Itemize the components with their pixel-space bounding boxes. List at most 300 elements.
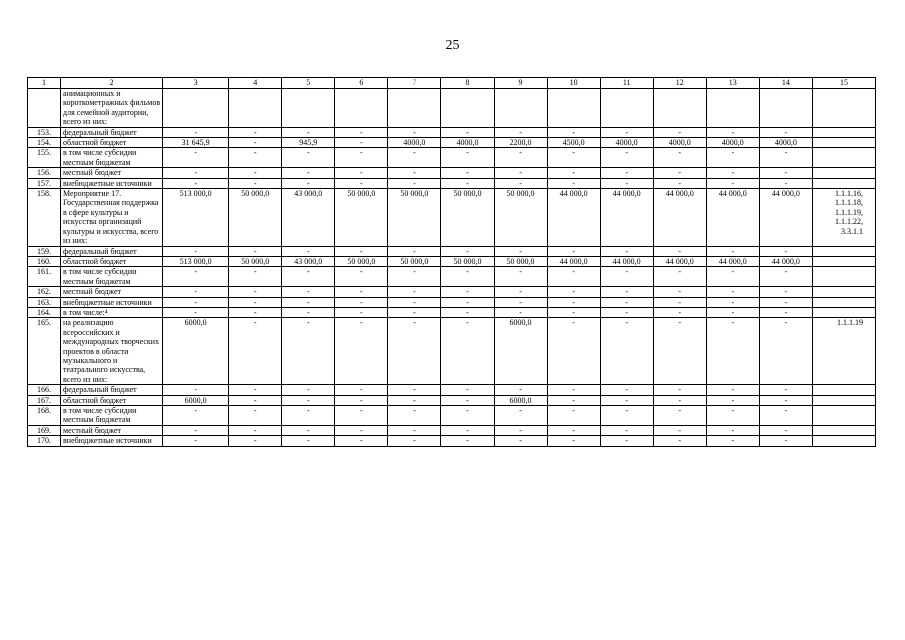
value-cell: -: [335, 318, 388, 385]
value-cell: -: [335, 267, 388, 287]
value-cell: -: [163, 307, 229, 317]
value-cell: 44 000,0: [759, 256, 812, 266]
value-cell: -: [335, 425, 388, 435]
value-cell: -: [163, 297, 229, 307]
table-row: [28, 385, 876, 395]
row-label: внебюджетные источники: [61, 436, 163, 446]
reference-cell: [812, 256, 875, 266]
value-cell: 44 000,0: [600, 256, 653, 266]
value-cell: -: [335, 395, 388, 405]
value-cell: -: [335, 148, 388, 168]
value-cell: -: [335, 297, 388, 307]
value-cell: -: [759, 297, 812, 307]
value-cell: -: [335, 246, 388, 256]
row-number: 153.: [28, 127, 61, 137]
value-cell: -: [388, 318, 441, 385]
value-cell: -: [441, 267, 494, 287]
value-cell: -: [759, 395, 812, 405]
row-number: [28, 89, 61, 128]
row-number: 160.: [28, 256, 61, 266]
row-label: Мероприятие 17. Государственная поддержка в сфере культуры и искусства организаций культуры и искусства, всего из них:: [61, 189, 163, 246]
value-cell: -: [163, 246, 229, 256]
reference-cell: [812, 307, 875, 317]
row-number: 158.: [28, 189, 61, 246]
value-cell: -: [653, 307, 706, 317]
value-cell: [653, 89, 706, 128]
reference-cell: [812, 406, 875, 426]
budget-table: [27, 77, 876, 447]
value-cell: -: [335, 178, 388, 188]
value-cell: -: [163, 267, 229, 287]
column-header: 15: [812, 78, 875, 89]
value-cell: -: [547, 436, 600, 446]
value-cell: -: [282, 168, 335, 178]
reference-cell: [812, 385, 875, 395]
row-number: 163.: [28, 297, 61, 307]
value-cell: -: [547, 385, 600, 395]
value-cell: 50 000,0: [494, 189, 547, 246]
value-cell: -: [282, 318, 335, 385]
value-cell: -: [759, 307, 812, 317]
value-cell: -: [706, 318, 759, 385]
value-cell: -: [282, 267, 335, 287]
value-cell: -: [653, 168, 706, 178]
value-cell: 4000,0: [600, 138, 653, 148]
value-cell: -: [706, 395, 759, 405]
value-cell: -: [163, 287, 229, 297]
value-cell: -: [600, 168, 653, 178]
row-number: 170.: [28, 436, 61, 446]
value-cell: -: [759, 406, 812, 426]
value-cell: -: [494, 287, 547, 297]
table-row: [28, 189, 876, 246]
value-cell: [547, 89, 600, 128]
value-cell: [229, 89, 282, 128]
column-header: 1: [28, 78, 61, 89]
value-cell: -: [282, 406, 335, 426]
value-cell: -: [441, 395, 494, 405]
value-cell: -: [163, 178, 229, 188]
value-cell: -: [494, 246, 547, 256]
value-cell: -: [335, 138, 388, 148]
reference-cell: [812, 138, 875, 148]
value-cell: -: [547, 425, 600, 435]
value-cell: 43 000,0: [282, 256, 335, 266]
value-cell: 4000,0: [653, 138, 706, 148]
table-row: [28, 168, 876, 178]
row-number: 157.: [28, 178, 61, 188]
value-cell: -: [600, 385, 653, 395]
value-cell: -: [653, 425, 706, 435]
value-cell: [388, 89, 441, 128]
value-cell: -: [653, 406, 706, 426]
table-row: [28, 307, 876, 317]
column-header: 3: [163, 78, 229, 89]
value-cell: -: [388, 425, 441, 435]
value-cell: 50 000,0: [441, 256, 494, 266]
value-cell: [282, 89, 335, 128]
value-cell: 44 000,0: [653, 256, 706, 266]
row-label: местный бюджет: [61, 168, 163, 178]
value-cell: -: [759, 318, 812, 385]
value-cell: -: [547, 287, 600, 297]
value-cell: 2200,0: [494, 138, 547, 148]
column-header: 2: [61, 78, 163, 89]
value-cell: 44 000,0: [547, 189, 600, 246]
value-cell: -: [759, 287, 812, 297]
value-cell: -: [229, 127, 282, 137]
value-cell: 44 000,0: [706, 189, 759, 246]
value-cell: 4000,0: [441, 138, 494, 148]
value-cell: -: [494, 406, 547, 426]
value-cell: -: [547, 307, 600, 317]
value-cell: 44 000,0: [706, 256, 759, 266]
reference-cell: [812, 127, 875, 137]
value-cell: -: [441, 148, 494, 168]
row-label: местный бюджет: [61, 425, 163, 435]
value-cell: -: [335, 168, 388, 178]
value-cell: -: [229, 436, 282, 446]
reference-cell: [812, 267, 875, 287]
value-cell: 44 000,0: [547, 256, 600, 266]
value-cell: -: [494, 385, 547, 395]
row-number: 164.: [28, 307, 61, 317]
row-number: 156.: [28, 168, 61, 178]
table-row: [28, 256, 876, 266]
value-cell: -: [441, 318, 494, 385]
value-cell: -: [335, 436, 388, 446]
reference-cell: 1.1.1.16, 1.1.1.18, 1.1.1.19, 1.1.1.22, 3.3.1.1: [812, 189, 875, 246]
value-cell: -: [706, 127, 759, 137]
value-cell: [494, 89, 547, 128]
value-cell: [759, 89, 812, 128]
value-cell: 4000,0: [706, 138, 759, 148]
value-cell: -: [759, 127, 812, 137]
value-cell: 4000,0: [759, 138, 812, 148]
row-label: на реализацию всероссийских и международных творческих проектов в области музыкального и театрального искусства, всего из них:: [61, 318, 163, 385]
value-cell: -: [653, 395, 706, 405]
value-cell: -: [759, 436, 812, 446]
value-cell: -: [547, 267, 600, 287]
value-cell: -: [494, 425, 547, 435]
value-cell: -: [388, 307, 441, 317]
reference-cell: [812, 168, 875, 178]
column-header: 8: [441, 78, 494, 89]
value-cell: -: [706, 385, 759, 395]
value-cell: -: [229, 406, 282, 426]
row-label: в том числе субсидии местным бюджетам: [61, 267, 163, 287]
row-label: внебюджетные источники: [61, 297, 163, 307]
value-cell: -: [163, 406, 229, 426]
value-cell: -: [706, 406, 759, 426]
value-cell: 44 000,0: [653, 189, 706, 246]
value-cell: 31 645,9: [163, 138, 229, 148]
value-cell: -: [388, 406, 441, 426]
value-cell: -: [706, 148, 759, 168]
row-label: федеральный бюджет: [61, 246, 163, 256]
value-cell: -: [441, 425, 494, 435]
value-cell: -: [759, 385, 812, 395]
value-cell: -: [547, 318, 600, 385]
value-cell: -: [282, 178, 335, 188]
value-cell: -: [600, 406, 653, 426]
table-row: [28, 297, 876, 307]
table-row: [28, 246, 876, 256]
reference-cell: [812, 425, 875, 435]
reference-cell: [812, 395, 875, 405]
row-number: 159.: [28, 246, 61, 256]
value-cell: 50 000,0: [441, 189, 494, 246]
value-cell: 50 000,0: [494, 256, 547, 266]
column-header: 11: [600, 78, 653, 89]
reference-cell: [812, 246, 875, 256]
value-cell: -: [441, 406, 494, 426]
value-cell: -: [163, 148, 229, 168]
table-header-row: [28, 78, 876, 89]
value-cell: -: [388, 148, 441, 168]
row-number: 167.: [28, 395, 61, 405]
value-cell: -: [229, 148, 282, 168]
value-cell: -: [706, 267, 759, 287]
value-cell: -: [653, 148, 706, 168]
row-label: областной бюджет: [61, 395, 163, 405]
value-cell: -: [653, 385, 706, 395]
reference-cell: [812, 436, 875, 446]
value-cell: -: [441, 385, 494, 395]
value-cell: -: [653, 246, 706, 256]
value-cell: -: [653, 267, 706, 287]
value-cell: 44 000,0: [759, 189, 812, 246]
value-cell: -: [706, 425, 759, 435]
value-cell: 50 000,0: [388, 189, 441, 246]
value-cell: -: [441, 287, 494, 297]
value-cell: 50 000,0: [335, 256, 388, 266]
reference-cell: [812, 178, 875, 188]
row-number: 165.: [28, 318, 61, 385]
value-cell: 945,9: [282, 138, 335, 148]
value-cell: -: [335, 287, 388, 297]
value-cell: 50 000,0: [388, 256, 441, 266]
value-cell: -: [163, 168, 229, 178]
value-cell: -: [600, 307, 653, 317]
value-cell: -: [653, 297, 706, 307]
row-label: в том числе субсидии местным бюджетам: [61, 406, 163, 426]
value-cell: -: [600, 246, 653, 256]
value-cell: -: [282, 127, 335, 137]
value-cell: -: [388, 178, 441, 188]
value-cell: -: [388, 385, 441, 395]
row-label: в том числе субсидии местным бюджетам: [61, 148, 163, 168]
value-cell: -: [441, 307, 494, 317]
table-row: [28, 148, 876, 168]
value-cell: -: [494, 297, 547, 307]
value-cell: -: [388, 168, 441, 178]
value-cell: -: [494, 436, 547, 446]
row-number: 161.: [28, 267, 61, 287]
table-row: [28, 406, 876, 426]
value-cell: -: [547, 127, 600, 137]
row-label: федеральный бюджет: [61, 127, 163, 137]
value-cell: -: [759, 168, 812, 178]
value-cell: [441, 89, 494, 128]
value-cell: -: [229, 168, 282, 178]
value-cell: -: [494, 267, 547, 287]
value-cell: -: [706, 287, 759, 297]
value-cell: -: [282, 385, 335, 395]
value-cell: -: [706, 436, 759, 446]
value-cell: -: [706, 178, 759, 188]
value-cell: -: [759, 178, 812, 188]
value-cell: -: [759, 148, 812, 168]
value-cell: -: [653, 127, 706, 137]
value-cell: -: [600, 267, 653, 287]
value-cell: -: [653, 178, 706, 188]
column-header: 4: [229, 78, 282, 89]
value-cell: -: [229, 138, 282, 148]
column-header: 12: [653, 78, 706, 89]
value-cell: -: [229, 425, 282, 435]
value-cell: -: [282, 246, 335, 256]
value-cell: -: [229, 246, 282, 256]
value-cell: 50 000,0: [335, 189, 388, 246]
value-cell: -: [706, 168, 759, 178]
value-cell: -: [441, 297, 494, 307]
row-label: областной бюджет: [61, 138, 163, 148]
value-cell: [600, 89, 653, 128]
value-cell: -: [653, 318, 706, 385]
value-cell: -: [547, 178, 600, 188]
value-cell: -: [600, 287, 653, 297]
table-row: [28, 127, 876, 137]
value-cell: -: [441, 178, 494, 188]
value-cell: 4500,0: [547, 138, 600, 148]
value-cell: -: [600, 127, 653, 137]
value-cell: -: [229, 395, 282, 405]
table-row: [28, 138, 876, 148]
value-cell: -: [282, 287, 335, 297]
value-cell: -: [388, 436, 441, 446]
value-cell: 44 000,0: [600, 189, 653, 246]
page-number: 25: [445, 38, 460, 53]
row-label: в том числе:⁴: [61, 307, 163, 317]
value-cell: -: [441, 127, 494, 137]
value-cell: -: [759, 425, 812, 435]
value-cell: -: [229, 307, 282, 317]
row-label: анимационных и короткометражных фильмов для семейной аудитории, всего из них:: [61, 89, 163, 128]
value-cell: -: [706, 307, 759, 317]
value-cell: -: [388, 287, 441, 297]
row-label: местный бюджет: [61, 287, 163, 297]
column-header: 7: [388, 78, 441, 89]
reference-cell: [812, 287, 875, 297]
table-row: [28, 318, 876, 385]
reference-cell: [812, 148, 875, 168]
row-label: федеральный бюджет: [61, 385, 163, 395]
value-cell: -: [163, 425, 229, 435]
value-cell: -: [229, 297, 282, 307]
value-cell: 43 000,0: [282, 189, 335, 246]
value-cell: -: [163, 385, 229, 395]
value-cell: 6000,0: [494, 395, 547, 405]
value-cell: -: [282, 395, 335, 405]
value-cell: -: [600, 436, 653, 446]
value-cell: -: [388, 297, 441, 307]
value-cell: -: [759, 267, 812, 287]
value-cell: [706, 89, 759, 128]
value-cell: 50 000,0: [229, 189, 282, 246]
value-cell: -: [600, 297, 653, 307]
table-row: [28, 395, 876, 405]
value-cell: -: [388, 127, 441, 137]
value-cell: -: [282, 425, 335, 435]
value-cell: -: [163, 436, 229, 446]
value-cell: 513 000,0: [163, 189, 229, 246]
value-cell: -: [335, 385, 388, 395]
value-cell: -: [494, 178, 547, 188]
table-row: [28, 425, 876, 435]
column-header: 13: [706, 78, 759, 89]
value-cell: -: [653, 287, 706, 297]
row-label: внебюджетные источники: [61, 178, 163, 188]
value-cell: -: [600, 425, 653, 435]
column-header: 10: [547, 78, 600, 89]
row-number: 169.: [28, 425, 61, 435]
value-cell: -: [759, 246, 812, 256]
row-label: областной бюджет: [61, 256, 163, 266]
value-cell: -: [441, 168, 494, 178]
value-cell: -: [653, 436, 706, 446]
value-cell: -: [441, 246, 494, 256]
table-row: [28, 267, 876, 287]
column-header: 9: [494, 78, 547, 89]
value-cell: -: [547, 395, 600, 405]
value-cell: 513 000,0: [163, 256, 229, 266]
column-header: 14: [759, 78, 812, 89]
reference-cell: [812, 89, 875, 128]
value-cell: -: [547, 148, 600, 168]
value-cell: -: [163, 127, 229, 137]
value-cell: -: [547, 168, 600, 178]
row-number: 168.: [28, 406, 61, 426]
reference-cell: 1.1.1.19: [812, 318, 875, 385]
row-number: 166.: [28, 385, 61, 395]
value-cell: -: [282, 148, 335, 168]
value-cell: 6000,0: [163, 318, 229, 385]
value-cell: -: [600, 148, 653, 168]
value-cell: -: [335, 127, 388, 137]
table-row: [28, 287, 876, 297]
value-cell: -: [600, 178, 653, 188]
row-number: 155.: [28, 148, 61, 168]
value-cell: -: [335, 307, 388, 317]
value-cell: -: [282, 297, 335, 307]
value-cell: [335, 89, 388, 128]
column-header: 5: [282, 78, 335, 89]
value-cell: 4000,0: [388, 138, 441, 148]
value-cell: -: [388, 395, 441, 405]
value-cell: -: [229, 287, 282, 297]
value-cell: -: [494, 127, 547, 137]
value-cell: -: [335, 406, 388, 426]
table-row: [28, 436, 876, 446]
value-cell: -: [706, 246, 759, 256]
value-cell: -: [547, 297, 600, 307]
value-cell: 6000,0: [163, 395, 229, 405]
value-cell: -: [388, 246, 441, 256]
value-cell: -: [229, 267, 282, 287]
value-cell: 50 000,0: [229, 256, 282, 266]
value-cell: 6000,0: [494, 318, 547, 385]
